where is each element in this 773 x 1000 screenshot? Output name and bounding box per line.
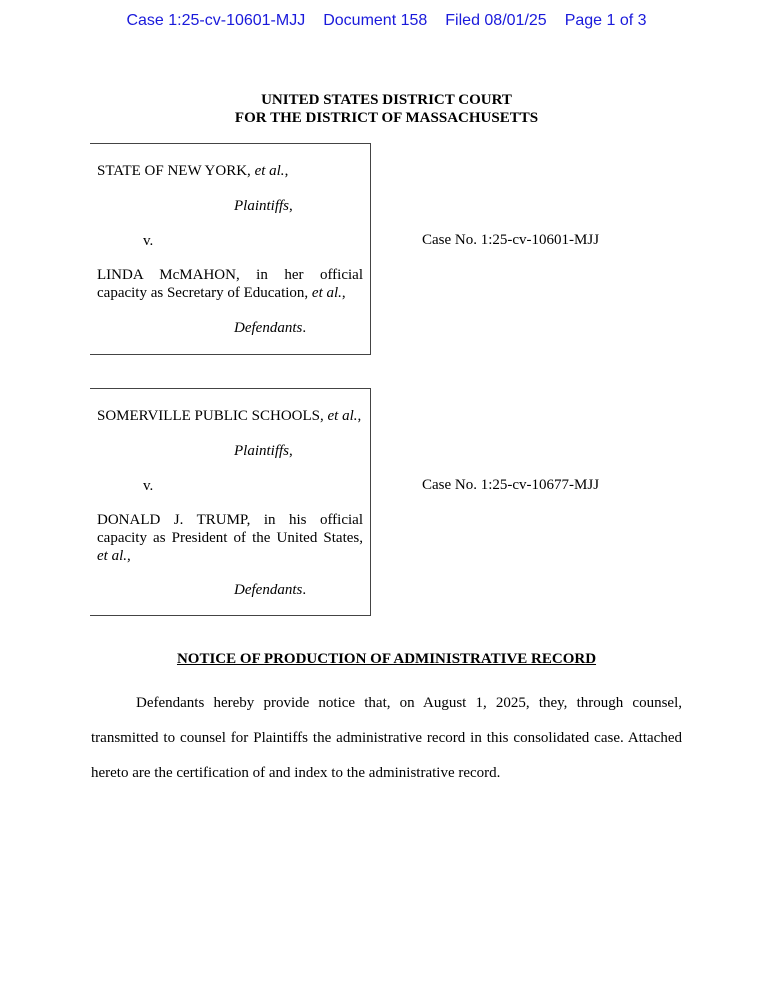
caption2-plaintiff-role: Plaintiffs, [234,443,293,459]
stamp-document-number: Document 158 [323,12,428,29]
stamp-filed-date: Filed 08/01/25 [445,12,547,29]
caption1-plaintiff-role: Plaintiffs, [234,198,293,214]
stamp-page-count: Page 1 of 3 [564,12,647,29]
notice-title: NOTICE OF PRODUCTION OF ADMINISTRATIVE RECORD [176,651,597,667]
notice-body: Defendants hereby provide notice that, on August 1, 2025, they, through counsel, transmitted to counsel for Plaintiffs the administrative record in this consolidated case. Attached hereto are the certification of and index to the administrative record. [91,695,682,781]
ecf-header-stamp [0,12,773,30]
caption1-plaintiff: STATE OF NEW YORK, et al., [97,163,289,179]
stamp-case-number: Case 1:25-cv-10601-MJJ [126,12,306,29]
caption2-defendant: DONALD J. TRUMP, in his official capacity as President of the United States, et al., [97,512,363,564]
caption-box-2 [90,388,371,616]
caption1-case-number: Case No. 1:25-cv-10601-MJJ [422,232,600,248]
caption1-defendant-role: Defendants. [234,320,307,336]
court-heading [0,91,773,127]
caption2-case-number: Case No. 1:25-cv-10677-MJJ [422,477,600,493]
court-district: FOR THE DISTRICT OF MASSACHUSETTS [234,110,539,126]
caption2-versus: v. [143,478,154,494]
caption2-plaintiff: SOMERVILLE PUBLIC SCHOOLS, et al., [97,408,362,424]
caption-box-1 [90,143,371,355]
caption1-defendant: LINDA McMAHON, in her official capacity as Secretary of Education, et al., [97,267,363,301]
court-name: UNITED STATES DISTRICT COURT [261,92,512,108]
caption2-defendant-role: Defendants. [234,582,307,598]
caption1-versus: v. [143,233,154,249]
